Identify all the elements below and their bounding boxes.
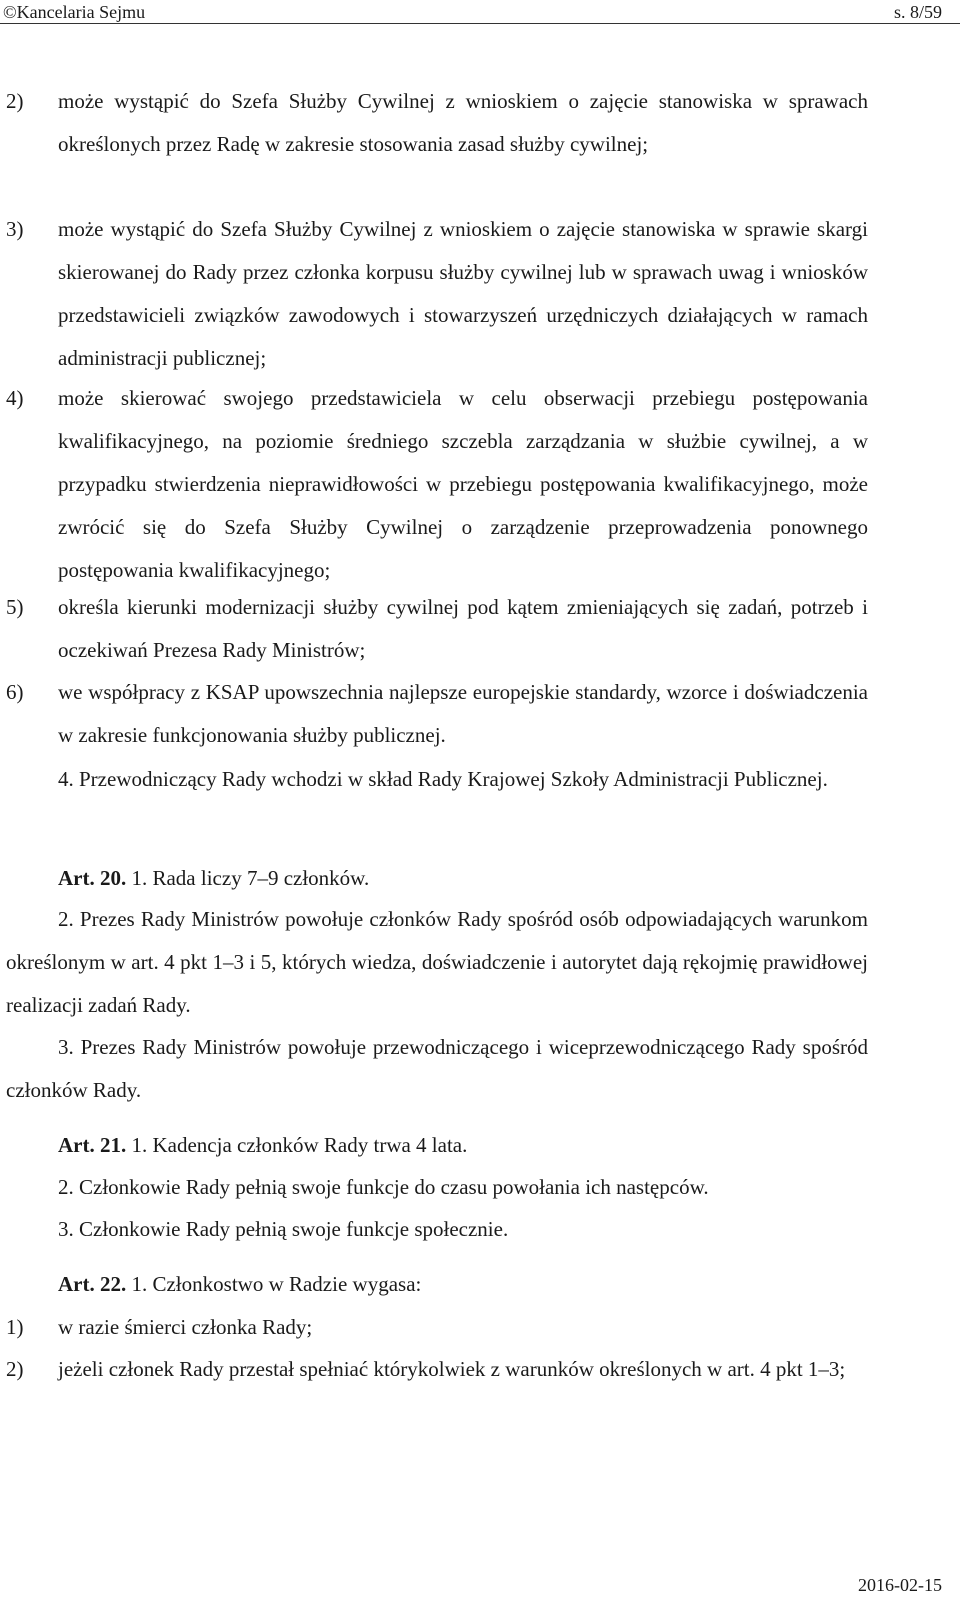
list-number: 5)	[6, 595, 24, 619]
article-text: 1. Kadencja członków Rady trwa 4 lata.	[126, 1133, 468, 1157]
list-text: określa kierunki modernizacji służby cywilnej pod kątem zmieniających się zadań, potrzeb i oczekiwań Prezesa Rady Ministrów;	[58, 595, 868, 662]
page-number: s. 8/59	[893, 2, 942, 22]
art-22-par-1	[58, 1263, 421, 1306]
art-20-par-2: 2. Prezes Rady Ministrów powołuje członków Rady spośród osób odpowiadających warunkom określonym w art. 4 pkt 1–3 i 5, których wiedza, doświadczenie i autorytet dają rękojmię prawidłowej realizacji zadań Rady.	[6, 907, 868, 1017]
footer-date: 2016-02-15	[858, 1575, 942, 1595]
art-21-par-1	[58, 1124, 467, 1167]
art-20-par-3: 3. Prezes Rady Ministrów powołuje przewodniczącego i wiceprzewodniczącego Rady spośród członków Rady.	[6, 1035, 868, 1102]
list-number: 2)	[6, 1357, 24, 1381]
article-label: Art. 20.	[58, 866, 127, 890]
list-number: 4)	[6, 386, 24, 410]
list-text: może wystąpić do Szefa Służby Cywilnej z wnioskiem o zajęcie stanowiska w sprawach określonych przez Radę w zakresie stosowania zasad służby cywilnej;	[58, 89, 868, 156]
header-divider	[0, 23, 960, 24]
list-number: 6)	[6, 680, 24, 704]
article-label: Art. 22.	[58, 1272, 127, 1296]
art-21-par-2: 2. Członkowie Rady pełnią swoje funkcje do czasu powołania ich następców.	[58, 1175, 709, 1199]
art-20-par-1	[58, 857, 369, 900]
page-header	[0, 0, 960, 24]
paragraph-4: 4. Przewodniczący Rady wchodzi w skład Rady Krajowej Szkoły Administracji Publicznej.	[58, 767, 828, 791]
article-text: 1. Rada liczy 7–9 członków.	[126, 866, 370, 890]
list-text: w razie śmierci członka Rady;	[58, 1315, 313, 1339]
list-number: 2)	[6, 89, 24, 113]
list-text: we współpracy z KSAP upowszechnia najlepsze europejskie standardy, wzorce i doświadczenia w zakresie funkcjonowania służby publicznej.	[58, 680, 868, 747]
copyright-label: ©Kancelaria Sejmu	[3, 2, 146, 22]
list-number: 1)	[6, 1315, 24, 1339]
list-text: może skierować swojego przedstawiciela w celu obserwacji przebiegu postępowania kwalifikacyjnego, na poziomie średniego szczebla zarządzania w służbie cywilnej, a w przypadku stwierdzenia nieprawidłowości w przebiegu postępowania kwalifikacyjnego, może zwrócić się do Szefa Służby Cywilnej o zarządzenie przeprowadzenia ponownego postępowania kwalifikacyjnego;	[58, 386, 868, 582]
article-label: Art. 21.	[58, 1133, 127, 1157]
list-number: 3)	[6, 217, 24, 241]
list-text: jeżeli członek Rady przestał spełniać którykolwiek z warunków określonych w art. 4 pkt 1–3;	[58, 1357, 846, 1381]
article-text: 1. Członkostwo w Radzie wygasa:	[126, 1272, 422, 1296]
list-text: może wystąpić do Szefa Służby Cywilnej z wnioskiem o zajęcie stanowiska w sprawie skargi skierowanej do Rady przez członka korpusu służby cywilnej lub w sprawach uwag i wniosków przedstawicieli związków zawodowych i stowarzyszeń urzędniczych działających w ramach administracji publicznej;	[58, 217, 868, 370]
art-21-par-3: 3. Członkowie Rady pełnią swoje funkcje społecznie.	[58, 1217, 509, 1241]
